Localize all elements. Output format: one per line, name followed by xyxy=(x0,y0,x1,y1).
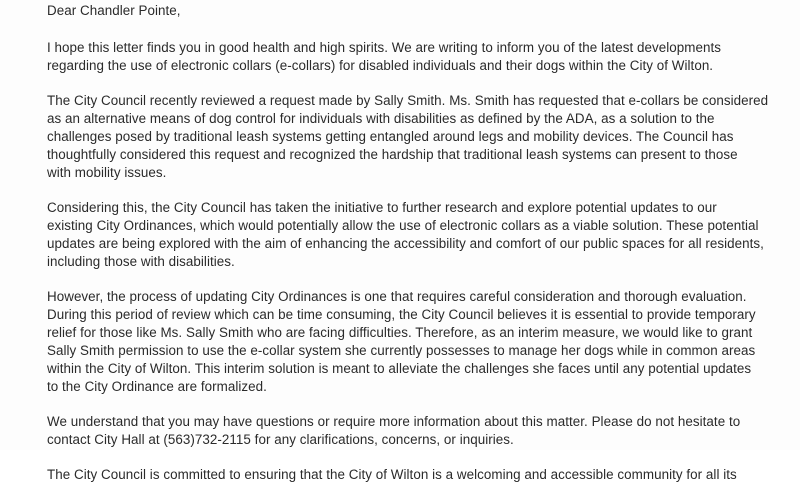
paragraph-line: I hope this letter finds you in good health and high spirits. We are writing to inform you of the latest developments xyxy=(47,40,722,55)
paragraph-line: contact City Hall at (563)732-2115 for any clarifications, concerns, or inquiries. xyxy=(47,432,514,447)
salutation: Dear Chandler Pointe, xyxy=(47,3,181,18)
paragraph-5 xyxy=(47,413,767,449)
paragraph-2 xyxy=(47,92,767,182)
paragraph-line: within the City of Wilton. This interim solution is meant to alleviate the challenges she faces until any potential updates xyxy=(47,361,752,376)
paragraph-line: Sally Smith permission to use the e-collar system she currently possesses to manage her dogs while in common areas xyxy=(47,343,756,358)
paragraph-line: existing City Ordinances, which would potentially allow the use of electronic collars as a viable solution. These potential xyxy=(47,218,759,233)
paragraph-line: We understand that you may have questions or require more information about this matter. Please do not hesitate to xyxy=(47,414,741,429)
paragraph-line: with mobility issues. xyxy=(47,165,167,180)
paragraph-line: The City Council is committed to ensuring that the City of Wilton is a welcoming and accessible community for all its xyxy=(47,467,737,482)
paragraph-line: challenges posed by traditional leash systems getting entangled around legs and mobility devices. The Council has xyxy=(47,129,734,144)
paragraph-line: to the City Ordinance are formalized. xyxy=(47,379,267,394)
paragraph-line: However, the process of updating City Ordinances is one that requires careful consideration and thorough evaluation. xyxy=(47,289,747,304)
paragraph-line: The City Council recently reviewed a request made by Sally Smith. Ms. Smith has requested that e-collars be considered xyxy=(47,93,769,108)
letter-body xyxy=(47,2,767,501)
paragraph-line: including those with disabilities. xyxy=(47,254,235,269)
paragraph-line: relief for those like Ms. Sally Smith who are facing difficulties. Therefore, as an interim measure, we would like to grant xyxy=(47,325,753,340)
paragraph-4 xyxy=(47,288,767,396)
paragraph-6 xyxy=(47,466,767,484)
paragraph-line: updates are being explored with the aim of enhancing the accessibility and comfort of our public spaces for all residents, xyxy=(47,236,764,251)
paragraph-1 xyxy=(47,39,767,75)
paragraph-line: During this period of review which can be time consuming, the City Council believes it is essential to provide temporary xyxy=(47,307,756,322)
paragraph-line: as an alternative means of dog control for individuals with disabilities as defined by the ADA, as a solution to the xyxy=(47,111,715,126)
paragraph-3 xyxy=(47,199,767,271)
paragraph-line: regarding the use of electronic collars (e-collars) for disabled individuals and their dogs within the City of Wilton. xyxy=(47,58,714,73)
paragraph-line: Considering this, the City Council has taken the initiative to further research and explore potential updates to our xyxy=(47,200,717,215)
paragraph-line: thoughtfully considered this request and recognized the hardship that traditional leash systems can present to those xyxy=(47,147,738,162)
